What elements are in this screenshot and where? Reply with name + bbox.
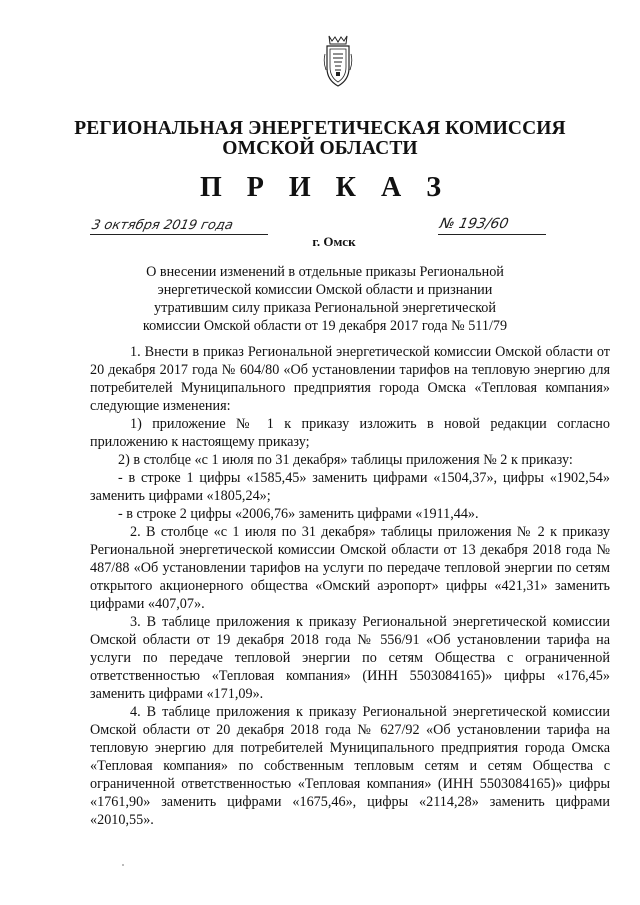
subject-line: утратившим силу приказа Региональной энергетической [154, 300, 496, 316]
city-label: г. Омск [312, 234, 356, 249]
paragraph-1-item-2: 2) в столбце «с 1 июля по 31 декабря» таблицы приложения № 2 к приказу: [118, 452, 573, 468]
paragraph-1-item-2a: - в строке 1 цифры «1585,45» заменить цифрами «1504,37», цифры «1902,54» заменить цифрами «1805,24»; [90, 470, 610, 504]
handwritten-order-number: № 193/60 [438, 216, 510, 232]
subject-line: энергетической комиссии Омской области и признании [157, 282, 493, 298]
paragraph-1-item-2b: - в строке 2 цифры «2006,76» заменить цифрами «1911,44». [118, 506, 479, 522]
order-subject [120, 263, 530, 335]
paragraph-3: 3. В таблице приложения к приказу Региональной энергетической комиссии Омской области от 19 декабря 2018 года № 556/91 «Об установлении тарифа на услуги по передаче тепловой энергии по сетям Общества с ограниченной ответственностью «Тепловая компания» (ИНН 5503084165)» цифры «176,45» заменить цифрами «171,09». [90, 614, 610, 702]
scan-speck [122, 864, 124, 866]
order-body [90, 343, 610, 829]
paragraph-2: 2. В столбце «с 1 июля по 31 декабря» таблицы приложения № 2 к приказу Региональной энергетической комиссии Омской области от 13 декабря 2018 года № 487/88 «Об установлении тарифов на услуги по передаче тепловой энергии по сетям открытого акционерного общества «Омский аэропорт» цифры «421,31» заменить цифрами «407,07». [90, 524, 610, 612]
handwritten-date: 3 октября 2019 года [90, 218, 235, 233]
org-name-line-2: ОМСКОЙ ОБЛАСТИ [222, 138, 418, 159]
org-name-line-1: РЕГИОНАЛЬНАЯ ЭНЕРГЕТИЧЕСКАЯ КОМИССИЯ [74, 118, 566, 139]
paragraph-4: 4. В таблице приложения к приказу Региональной энергетической комиссии Омской области от 20 декабря 2018 года № 627/92 «Об установлении тарифа на тепловую энергию для потребителей Муниципального предприятия города Омска «Тепловая компания» по собственным тепловым сетям и сетям Общества с ограниченной ответственностью «Тепловая компания» (ИНН 5503084165)» цифры «1761,90» заменить цифрами «1675,46», цифры «2114,28» заменить цифрами «2010,55». [90, 704, 610, 828]
document-type-title: П Р И К А З [200, 172, 450, 203]
paragraph-1: 1. Внести в приказ Региональной энергетической комиссии Омской области от 20 декабря 2017 года № 604/80 «Об установлении тарифов на тепловую энергию для потребителей Муниципального предприятия города Омска «Тепловая компания» следующие изменения: [90, 344, 610, 414]
paragraph-1-item-1: 1) приложение № 1 к приказу изложить в новой редакции согласно приложению к настоящему приказу; [90, 416, 610, 450]
subject-line: комиссии Омской области от 19 декабря 2017 года № 511/79 [142, 318, 508, 334]
coat-of-arms-icon [323, 34, 353, 88]
subject-line: О внесении изменений в отдельные приказы Региональной [146, 264, 504, 280]
